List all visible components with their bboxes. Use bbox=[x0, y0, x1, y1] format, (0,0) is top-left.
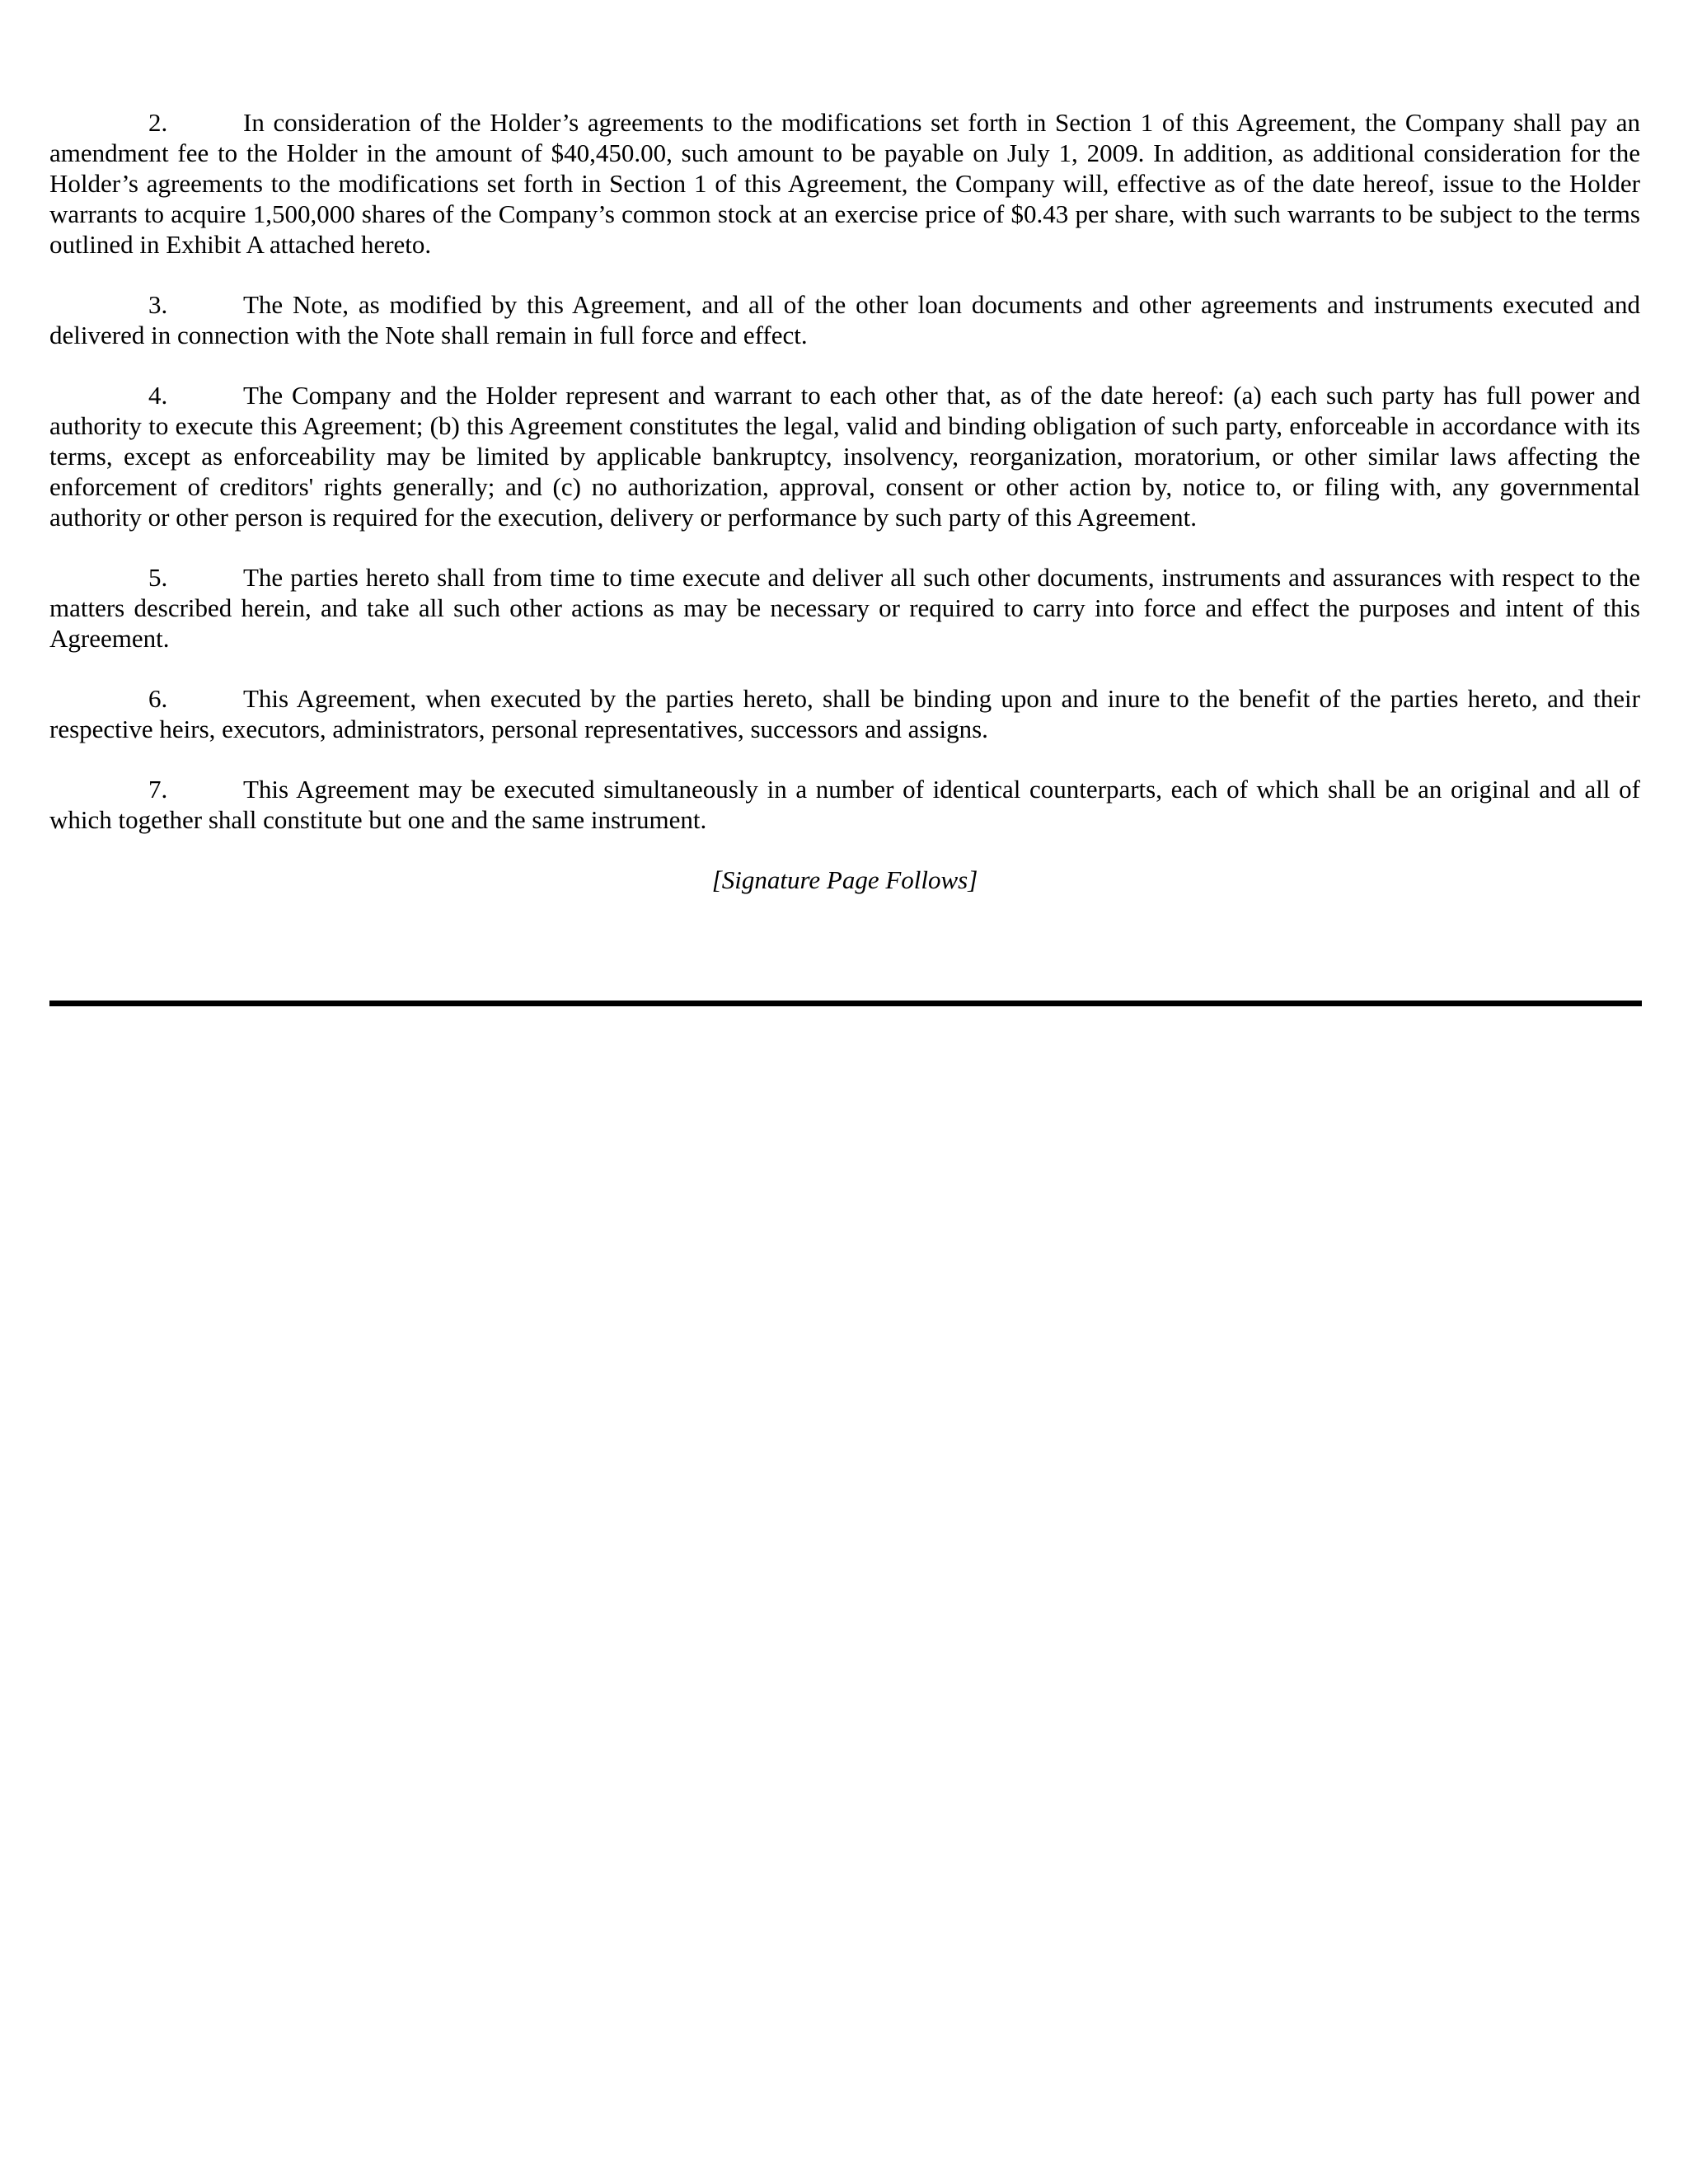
paragraph-text: The parties hereto shall from time to time execute and deliver all such other documents, instruments and assurances with respect to the matters described herein, and take all such other actions as may be necessary or required to carry into force and effect the purposes and intent of this Agreement. bbox=[49, 563, 1640, 653]
paragraph-number: 4. bbox=[148, 381, 168, 410]
paragraph-5 bbox=[49, 562, 1640, 654]
paragraph-number: 5. bbox=[148, 563, 168, 592]
paragraph-3 bbox=[49, 289, 1640, 350]
paragraph-number: 2. bbox=[148, 108, 168, 137]
signature-page-note: [Signature Page Follows] bbox=[711, 865, 978, 894]
paragraph-number: 3. bbox=[148, 290, 168, 319]
paragraph-number: 7. bbox=[148, 775, 168, 804]
paragraph-4 bbox=[49, 380, 1640, 532]
paragraph-text: This Agreement, when executed by the parties hereto, shall be binding upon and inure to the benefit of the parties hereto, and their respective heirs, executors, administrators, personal representatives, successors and assigns. bbox=[49, 684, 1640, 743]
page-divider-rule bbox=[49, 1001, 1642, 1006]
paragraph-text: The Company and the Holder represent and warrant to each other that, as of the date hereof: (a) each such party has full power and authority to execute this Agreement; (b) this Agreement constitutes the legal, valid and binding obligation of such party, enforceable in accordance with its terms, except as enforceability may be limited by applicable bankruptcy, insolvency, reorganization, moratorium, or other similar laws affecting the enforcement of creditors' rights generally; and (c) no authorization, approval, consent or other action by, notice to, or filing with, any governmental authority or other person is required for the execution, delivery or performance by such party of this Agreement. bbox=[49, 381, 1640, 532]
paragraph-2 bbox=[49, 107, 1640, 260]
paragraph-number: 6. bbox=[148, 684, 168, 713]
document-page bbox=[49, 107, 1640, 895]
paragraph-text: This Agreement may be executed simultaneously in a number of identical counterparts, each of which shall be an original and all of which together shall constitute but one and the same instrument. bbox=[49, 775, 1640, 834]
paragraph-6 bbox=[49, 683, 1640, 744]
paragraph-text: In consideration of the Holder’s agreements to the modifications set forth in Section 1 of this Agreement, the Company shall pay an amendment fee to the Holder in the amount of $40,450.00, such amount to be payable on July 1, 2009. In addition, as additional consideration for the Holder’s agreements to the modifications set forth in Section 1 of this Agreement, the Company will, effective as of the date hereof, issue to the Holder warrants to acquire 1,500,000 shares of the Company’s common stock at an exercise price of $0.43 per share, with such warrants to be subject to the terms outlined in Exhibit A attached hereto. bbox=[49, 108, 1640, 259]
paragraph-text: The Note, as modified by this Agreement, and all of the other loan documents and other agreements and instruments executed and delivered in connection with the Note shall remain in full force and effect. bbox=[49, 290, 1640, 349]
paragraph-7 bbox=[49, 774, 1640, 835]
